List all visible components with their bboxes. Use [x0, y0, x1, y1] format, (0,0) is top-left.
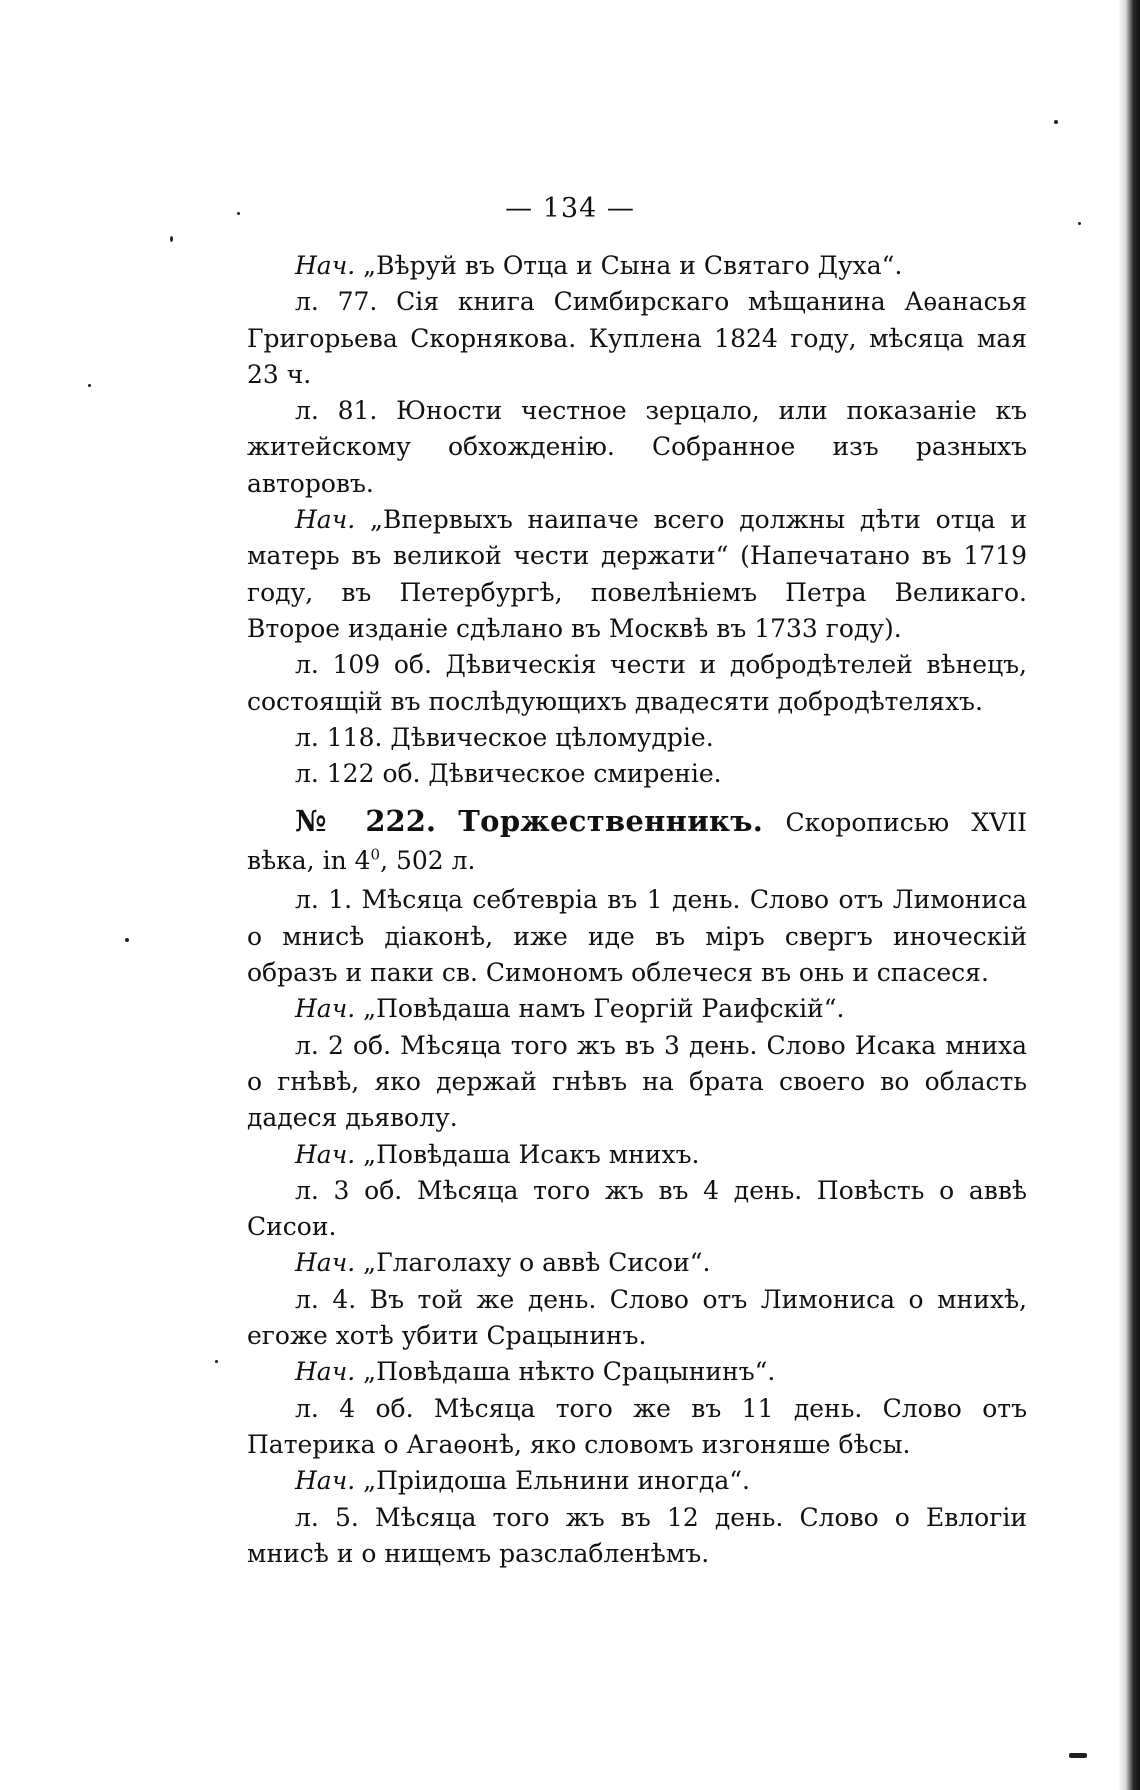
incipit-label: Нач.: [295, 1139, 356, 1169]
paragraph-text: л. 109 об. Дѣвическія чести и добродѣтелей вѣнецъ, состоящій въ послѣдующихъ двадесяти добродѣтеляхъ.: [247, 650, 1027, 716]
text-paragraph: [247, 1173, 1027, 1246]
paragraph-text: л. 1. Мѣсяца себтевріа въ 1 день. Слово отъ Лимониса о мнисѣ діаконѣ, иже иде въ міръ свергъ иноческій образъ и паки св. Симономъ облечеся въ онь и спасеся.: [247, 885, 1027, 988]
incipit-label: Нач.: [295, 994, 356, 1024]
paragraph-text: „Вѣруй въ Отца и Сына и Святаго Духа“.: [355, 251, 903, 280]
format-superscript: 0: [370, 846, 381, 865]
paragraph-text: „Глаголаху о аввѣ Сисои“.: [355, 1248, 711, 1278]
text-paragraph: [247, 991, 1027, 1027]
text-paragraph: [247, 1354, 1027, 1390]
scan-speck: [125, 938, 129, 942]
paragraph-text: л. 77. Сія книга Симбирскаго мѣщанина Аѳанасья Григорьева Скорнякова. Куплена 1824 году, мѣсяца мая 23 ч.: [247, 287, 1027, 389]
catalog-entry-heading: [247, 802, 1027, 880]
text-paragraph: [247, 1282, 1027, 1355]
text-paragraph: [247, 1245, 1027, 1281]
paragraph-text: „Впервыхъ наипаче всего должны дѣти отца и матерь въ великой чести держати“ (Напечатано въ 1719 году, въ Петербургѣ, повелѣніемъ Петра Великаго. Второе изданіе сдѣлано въ Москвѣ въ 1733 году).: [247, 505, 1027, 643]
text-paragraph: [247, 647, 1027, 720]
incipit-label: Нач.: [295, 1248, 356, 1278]
paragraph-text: л. 5. Мѣсяца того жъ въ 12 день. Слово о Евлогіи мнисѣ и о нищемъ разслабленѣмъ.: [247, 1502, 1027, 1568]
text-paragraph: [247, 284, 1027, 393]
paragraph-text: л. 3 об. Мѣсяца того жъ въ 4 день. Повѣсть о аввѣ Сисои.: [247, 1175, 1027, 1242]
entry-number: № 222.: [295, 804, 436, 839]
text-paragraph: [247, 756, 1027, 792]
paragraph-text: л. 122 об. Дѣвическое смиреніе.: [295, 759, 722, 789]
text-paragraph: [247, 1463, 1027, 1499]
paragraph-text: „Пріидоша Ельнини иногда“.: [355, 1466, 750, 1496]
page-number: — 134 —: [505, 193, 635, 224]
entry-description: Скорописью XVII вѣка, in 4: [247, 808, 1028, 876]
scan-speck: [215, 1360, 218, 1363]
paragraph-text: л. 2 об. Мѣсяца того жъ въ 3 день. Слово Исака мниха о гнѣвѣ, яко держай гнѣвъ на брата своего во область дадеся дьяволу.: [247, 1030, 1027, 1133]
paragraph-text: л. 4 об. Мѣсяца того же въ 11 день. Слово отъ Патерика о Агаѳонѣ, яко словомъ изгоняше бѣсы.: [247, 1393, 1027, 1459]
scan-edge-shadow: [1118, 0, 1140, 1790]
entry-title: Торжественникъ.: [458, 804, 764, 839]
scan-speck: [1054, 120, 1058, 124]
incipit-label: Нач.: [295, 505, 356, 535]
incipit-label: Нач.: [295, 1357, 356, 1387]
entry-leaves: , 502 л.: [380, 846, 476, 876]
main-text: [247, 248, 1027, 1572]
incipit-label: Нач.: [295, 1466, 356, 1496]
text-paragraph: [247, 882, 1027, 991]
scan-speck: [170, 236, 173, 242]
text-paragraph: [247, 1500, 1027, 1573]
text-paragraph: [247, 248, 1027, 284]
paragraph-text: „Повѣдаша намъ Георгій Раифскій“.: [355, 994, 845, 1024]
paragraph-text: „Повѣдаша нѣкто Срацынинъ“.: [355, 1357, 776, 1387]
text-paragraph: [247, 1028, 1027, 1137]
text-paragraph: [247, 720, 1027, 756]
scan-speck: [1069, 1753, 1087, 1758]
paragraph-text: л. 118. Дѣвическое цѣломудріе.: [295, 722, 714, 752]
paragraph-text: л. 81. Юности честное зерцало, или показаніе къ житейскому обхожденію. Собранное изъ разныхъ авторовъ.: [247, 396, 1027, 498]
text-paragraph: [247, 502, 1027, 647]
paragraph-text: л. 4. Въ той же день. Слово отъ Лимониса о мнихѣ, егоже хотѣ убити Срацынинъ.: [247, 1284, 1027, 1351]
text-paragraph: [247, 1137, 1027, 1173]
paragraph-text: „Повѣдаша Исакъ мнихъ.: [355, 1139, 700, 1169]
text-paragraph: [247, 1391, 1027, 1464]
text-paragraph: [247, 393, 1027, 502]
scan-speck: [88, 384, 91, 387]
incipit-label: Нач.: [295, 251, 356, 280]
